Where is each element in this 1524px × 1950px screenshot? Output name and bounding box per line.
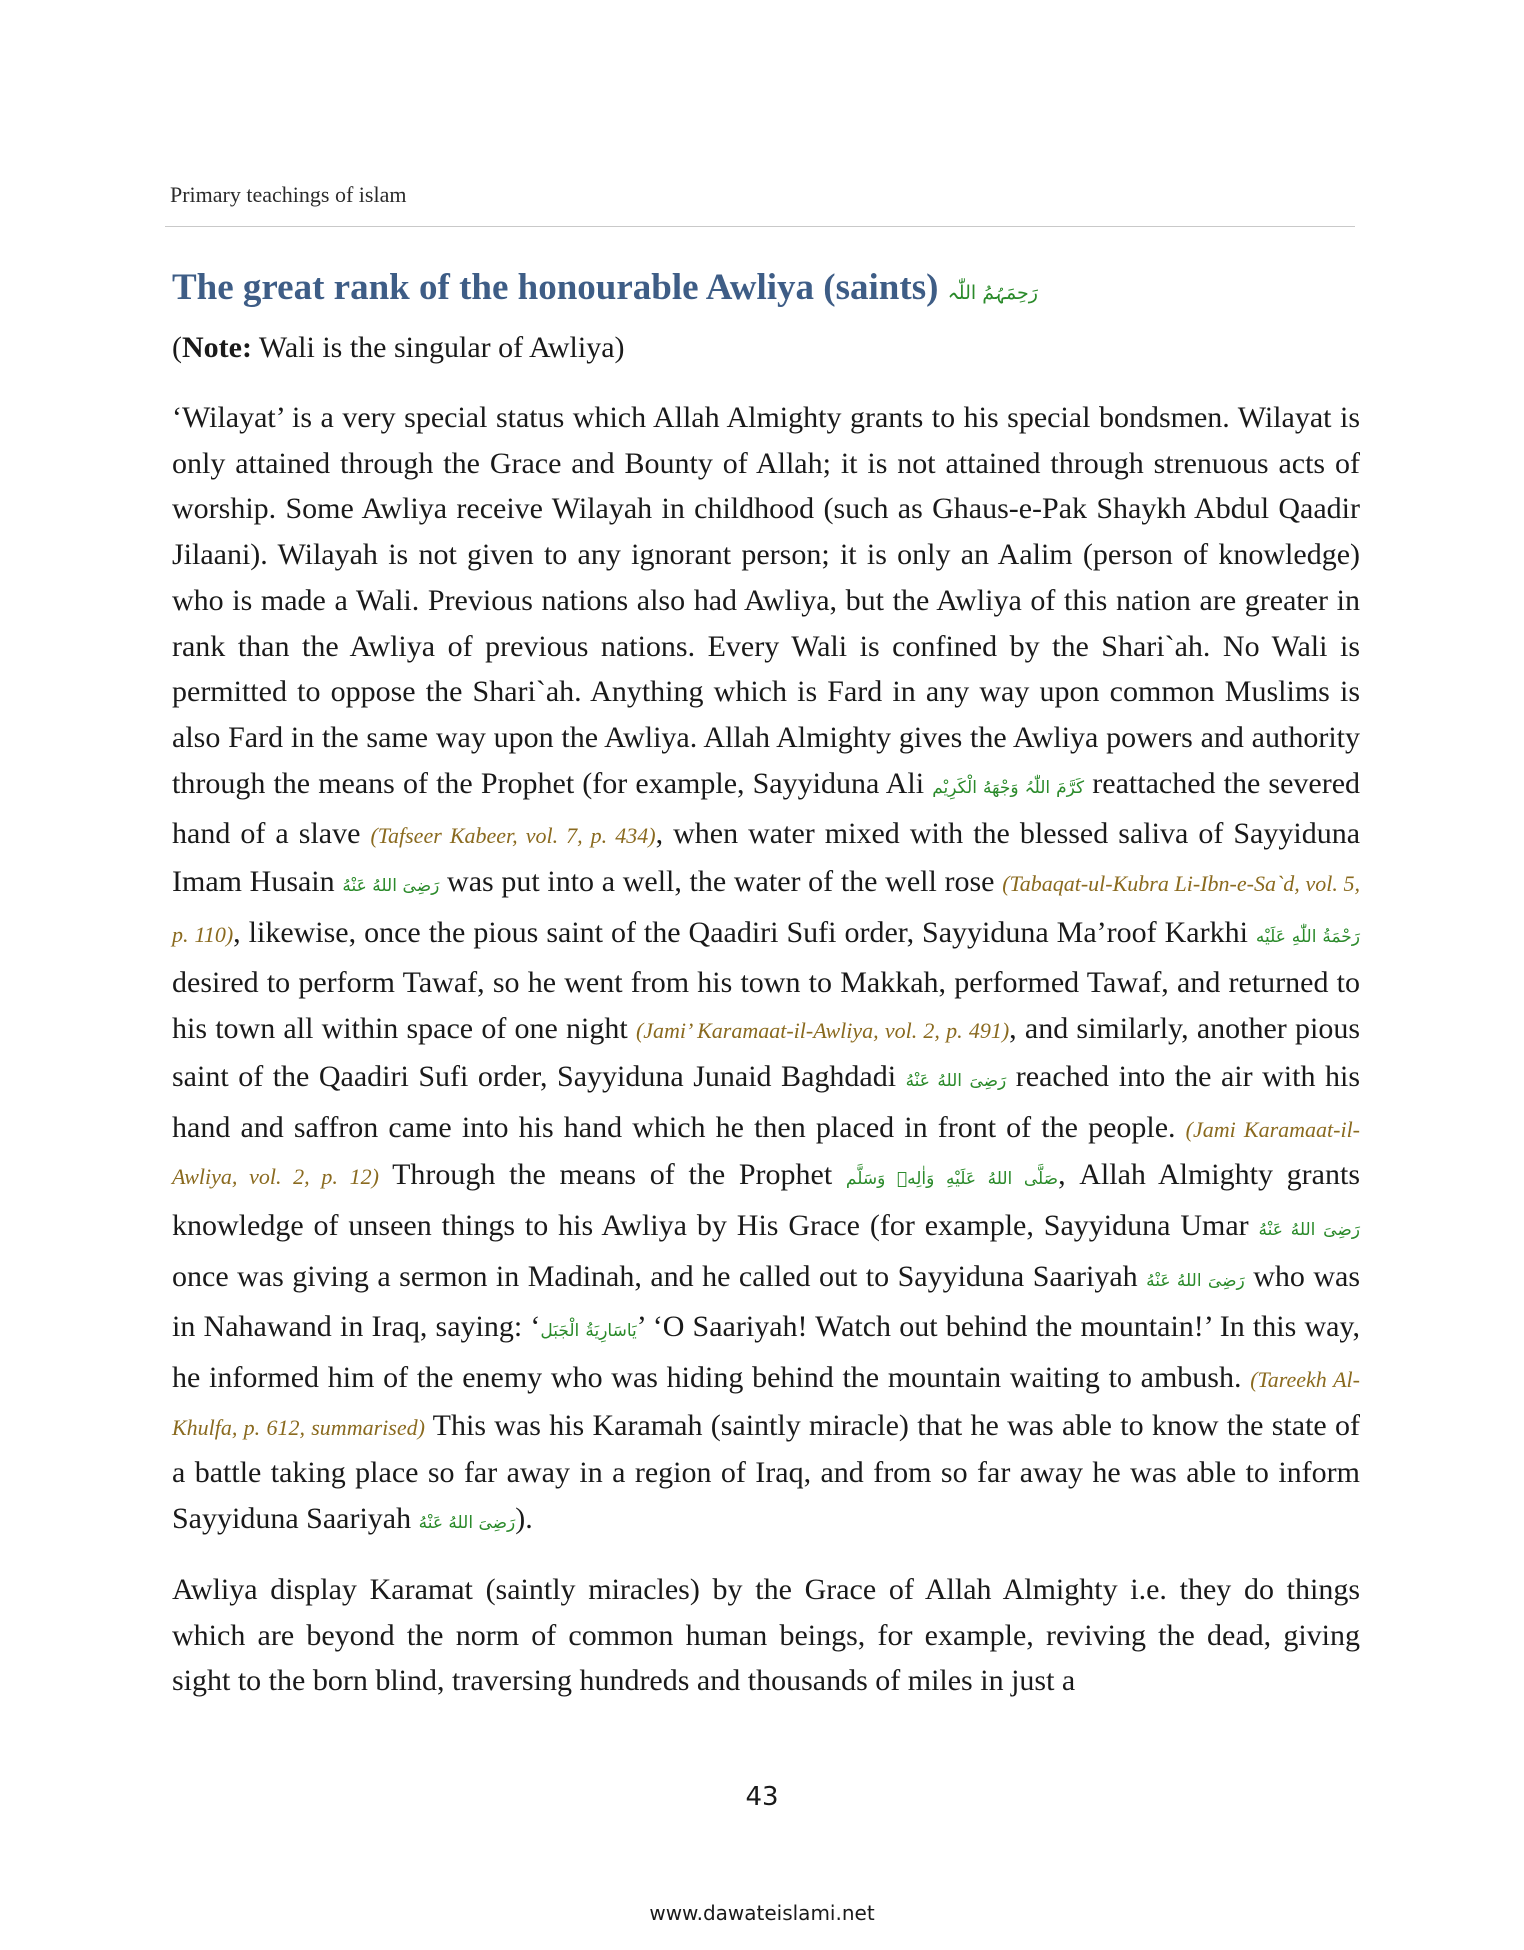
footer-website: www.dawateislami.net (649, 1901, 875, 1925)
page-content (172, 258, 1360, 1704)
honorific-arabic: رَضِیَ اللهُ عَنْهُ (418, 1513, 516, 1534)
text-run: ’ ‘O Saariyah! Watch out behind the mountain!’ In this way, he informed him of the enemy who was hiding behind the mountain waiting to ambush. (172, 1310, 1360, 1395)
section-title (172, 258, 1360, 323)
paragraph-wilayat (172, 395, 1360, 1547)
text-run: , Allah Almighty grants knowledge of unseen things to his Awliya by His Grace (for example, Sayyiduna Umar (172, 1158, 1360, 1242)
citation: (Tabaqat-ul-Kubra Li-Ibn-e-Sa`d, vol. 5, p. 110) (172, 871, 1361, 947)
text-run: reattached the severed hand of a slave (172, 766, 1361, 851)
honorific-arabic: رَحْمَةُ اللّٰهِ عَلَيْه (1255, 926, 1360, 947)
honorific-arabic: رَضِیَ اللهُ عَنْهُ (1146, 1270, 1245, 1291)
text-run: ). (515, 1502, 533, 1536)
text-run: who was in Nahawand in Iraq, saying: ‘ (172, 1259, 1360, 1344)
citation: (Jami Karamaat-il-Awliya, vol. 2, p. 12) (172, 1116, 1361, 1190)
text-run: Through the means of the Prophet (378, 1158, 846, 1192)
note-label: Note: (182, 331, 252, 364)
text-run: This was his Karamah (saintly miracle) that he was able to know the state of a battle taking place so far away in a region of Iraq, and from so far away he was able to inform Sayyiduna Saariyah (172, 1408, 1361, 1536)
paragraph-karamat: Awliya display Karamat (saintly miracles) by the Grace of Allah Almighty i.e. they do things which are beyond the norm of common human beings, for example, reviving the dead, giving sight to the born blind, traversing hundreds and thousands of miles in just a (172, 1572, 1360, 1698)
note-line: (Note: Wali is the singular of Awliya) (172, 331, 625, 364)
text-run: , and similarly, another pious saint of the Qaadiri Sufi order, Sayyiduna Junaid Baghdadi (172, 1012, 1360, 1093)
page-number: 43 (745, 1782, 779, 1812)
text-run: once was giving a sermon in Madinah, and he called out to Sayyiduna Saariyah (172, 1259, 1147, 1293)
text-run: desired to perform Tawaf, so he went from his town to Makkah, performed Tawaf, and returned to his town all within space of one night (172, 966, 1360, 1046)
text-run: reached into the air with his hand and saffron came into his hand which he then placed in front of the people. (172, 1059, 1361, 1144)
section-title-text: The great rank of the honourable Awliya (saints) (172, 267, 939, 308)
citation: (Tafseer Kabeer, vol. 7, p. 434) (370, 823, 656, 849)
citation: (Jami’ Karamaat-il-Awliya, vol. 2, p. 491) (635, 1018, 1010, 1044)
honorific-arabic: رَضِیَ اللهُ عَنْهُ (342, 876, 440, 897)
honorific-arabic: صَلَّى اللهُ عَلَيْهِ وَاٰلِهٖ وَسَلَّم (845, 1169, 1059, 1190)
honorific-arabic: رَضِیَ اللهُ عَنْهُ (905, 1070, 1007, 1091)
citation: (Tareekh Al-Khulfa, p. 612, summarised) (172, 1367, 1360, 1440)
header-divider (165, 226, 1355, 227)
honorific-arabic: كَرَّمَ اللّٰہُ وَجْهَهُ الْكَرِيْم (932, 777, 1085, 798)
running-header: Primary teachings of islam (170, 182, 407, 207)
text-run: , likewise, once the pious saint of the Qaadiri Sufi order, Sayyiduna Ma’roof Karkhi (233, 915, 1256, 949)
honorific-arabic: رَضِیَ اللهُ عَنْهُ (1258, 1219, 1360, 1240)
note-text: Wali is the singular of Awliya) (251, 331, 625, 364)
text-run: , when water mixed with the blessed saliva of Sayyiduna Imam Husain (172, 817, 1361, 899)
arabic-quote: يَاسَارِيَةُ الْجَبَل (540, 1321, 637, 1342)
honorific-arabic: رَحِمَہُمُ اللّٰہ (947, 282, 1038, 304)
text-run: ‘Wilayat’ is a very special status which Allah Almighty grants to his special bondsmen. Wilayat is only attained through the Grace and Bounty of Allah; it is not attained through strenuous acts of worship. Some Awliya receive Wilayah in childhood (such as Ghaus-e-Pak Shaykh Abdul Qaadir Jilaani). Wilayah is not given to any ignorant person; it is only an Aalim (person of knowledge) who is made a Wali. Previous nations also had Awliya, but the Awliya of this nation are greater in rank than the Awliya of previous nations. Every Wali is confined by the Shari`ah. No Wali is permitted to oppose the Shari`ah. Anything which is Fard in any way upon common Muslims is also Fard in the same way upon the Awliya. Allah Almighty gives the Awliya powers and authority through the means of the Prophet (for example, Sayyiduna Ali (172, 401, 1360, 800)
text-run: was put into a well, the water of the well rose (439, 865, 1003, 899)
